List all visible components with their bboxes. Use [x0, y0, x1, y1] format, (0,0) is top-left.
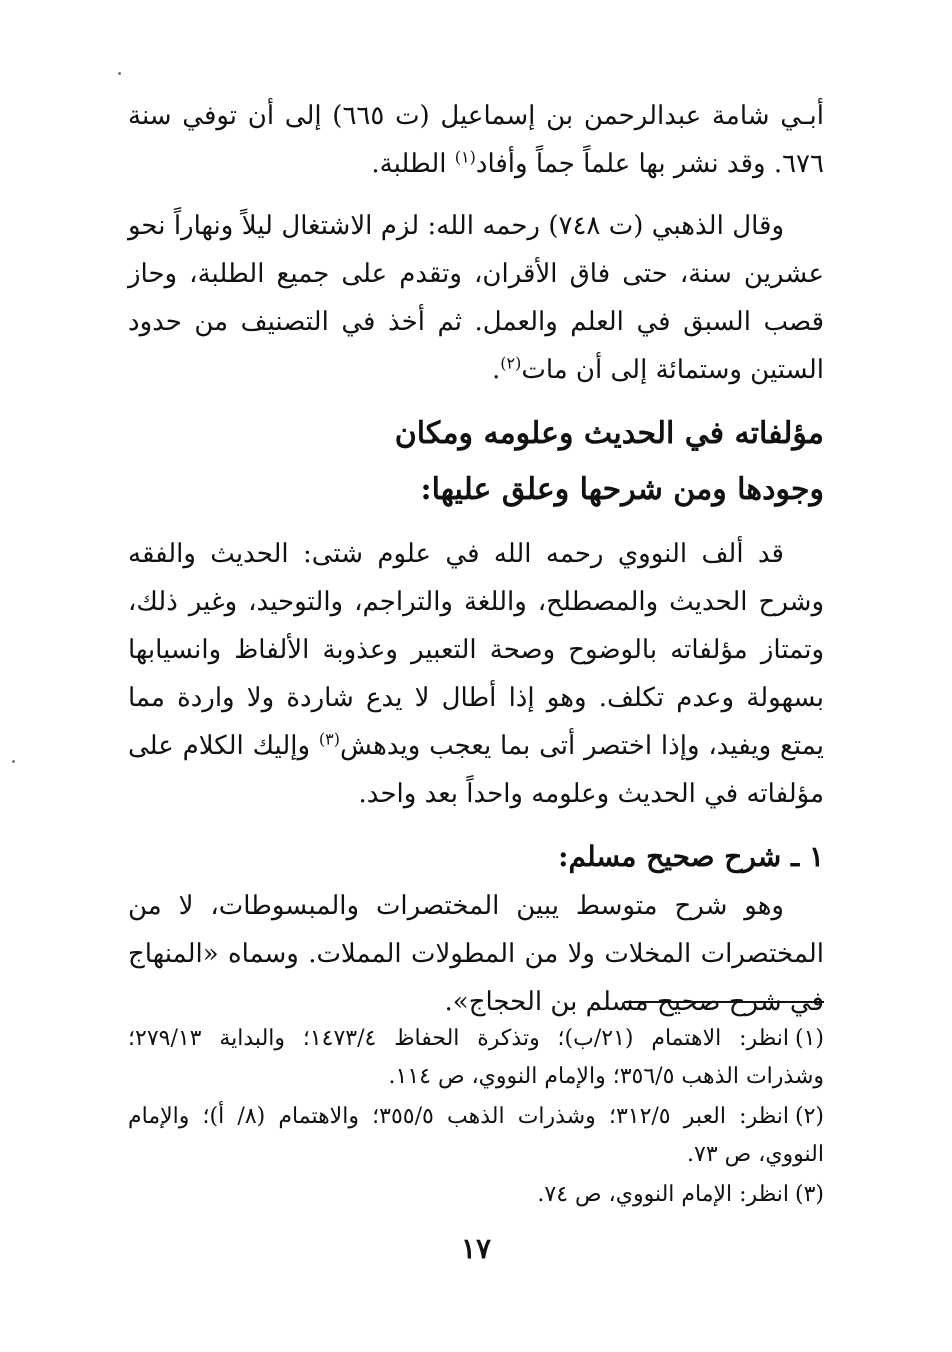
footnote-ref-1: (١): [454, 147, 476, 167]
footnote-text: انظر: الاهتمام (٢١/ب)؛ وتذكرة الحفاظ ١٤٧٣/٤؛ والبداية ٢٧٩/١٣؛ وشذرات الذهب ٣٥٦/٥؛ والإمام النووي، ص ١١٤.: [128, 1026, 824, 1089]
margin-dot-left: [12, 760, 15, 763]
main-text: [128, 92, 824, 1026]
paragraph-3-text: قد ألف النووي رحمه الله في علوم شتى: الحديث والفقه وشرح الحديث والمصطلح، واللغة والتراجم، والتوحيد، وغير ذلك، وتمتاز مؤلفاته بالوضوح وصحة التعبير وعذوبة الألفاظ وانسيابها بسهولة وعدم تكلف. وهو إذا أطال لا يدع شاردة ولا واردة مما يمتع ويفيد، وإذا اختصر أتى بما يعجب ويدهش: [128, 539, 825, 761]
footnote-marker: (١): [794, 1026, 824, 1051]
paragraph-1: [128, 92, 824, 188]
footnote-divider: [624, 1001, 824, 1003]
subheading-sharh-sahih-muslim: ١ ـ شرح صحيح مسلم:: [558, 840, 824, 873]
footnote-text: انظر: العبر ٣١٢/٥؛ وشذرات الذهب ٣٥٥/٥؛ والاهتمام (٨/ أ)؛ والإمام النووي، ص ٧٣.: [128, 1104, 824, 1167]
footnote-ref-2: (٢): [500, 353, 522, 373]
page-number: ١٧: [460, 1232, 492, 1265]
paragraph-2-text: وقال الذهبي (ت ٧٤٨) رحمه الله: لزم الاشتغال ليلاً ونهاراً نحو عشرين سنة، حتى فاق الأقران، وتقدم على جميع الطلبة، وحاز قصب السبق في العلم والعمل. ثم أخذ في التصنيف من حدود الستين وستمائة إلى أن مات: [128, 211, 824, 385]
footnote-ref-3: (٣): [318, 729, 340, 749]
paragraph-4: وهو شرح متوسط يبين المختصرات والمبسوطات، لا من المختصرات المخلات ولا من المطولات المملات. وسماه «المنهاج في شرح صحيح مسلم بن الحجاج».: [128, 891, 824, 1017]
paragraph-1-end: الطلبة.: [371, 149, 455, 179]
paragraph-2: [128, 202, 824, 394]
paragraph-3: [128, 530, 824, 818]
paragraph-2-end: .: [491, 355, 501, 385]
section-heading-line-2: وجودها ومن شرحها وعلق عليها:: [420, 472, 824, 507]
footnote-text: انظر: الإمام النووي، ص ٧٤.: [537, 1182, 789, 1207]
footnote-3: [128, 1176, 824, 1214]
margin-dot-top: [118, 72, 121, 75]
section-heading-line-1: مؤلفاته في الحديث وعلومه ومكان: [394, 416, 824, 451]
paragraph-3-end: وإليك الكلام على مؤلفاته في الحديث وعلومه واحداً بعد واحد.: [128, 731, 824, 809]
footnote-marker: (٣): [794, 1182, 824, 1207]
paragraph-1-text: أبـي شامة عبدالرحمن بن إسماعيل (ت ٦٦٥) إلى أن توفي سنة ٦٧٦. وقد نشر بها علماً جماً وأفاد: [128, 101, 824, 179]
section-heading: [128, 406, 824, 518]
footnotes: [128, 1020, 824, 1216]
footnote-2: [128, 1098, 824, 1174]
footnote-1: [128, 1020, 824, 1096]
footnote-marker: (٢): [795, 1104, 825, 1129]
